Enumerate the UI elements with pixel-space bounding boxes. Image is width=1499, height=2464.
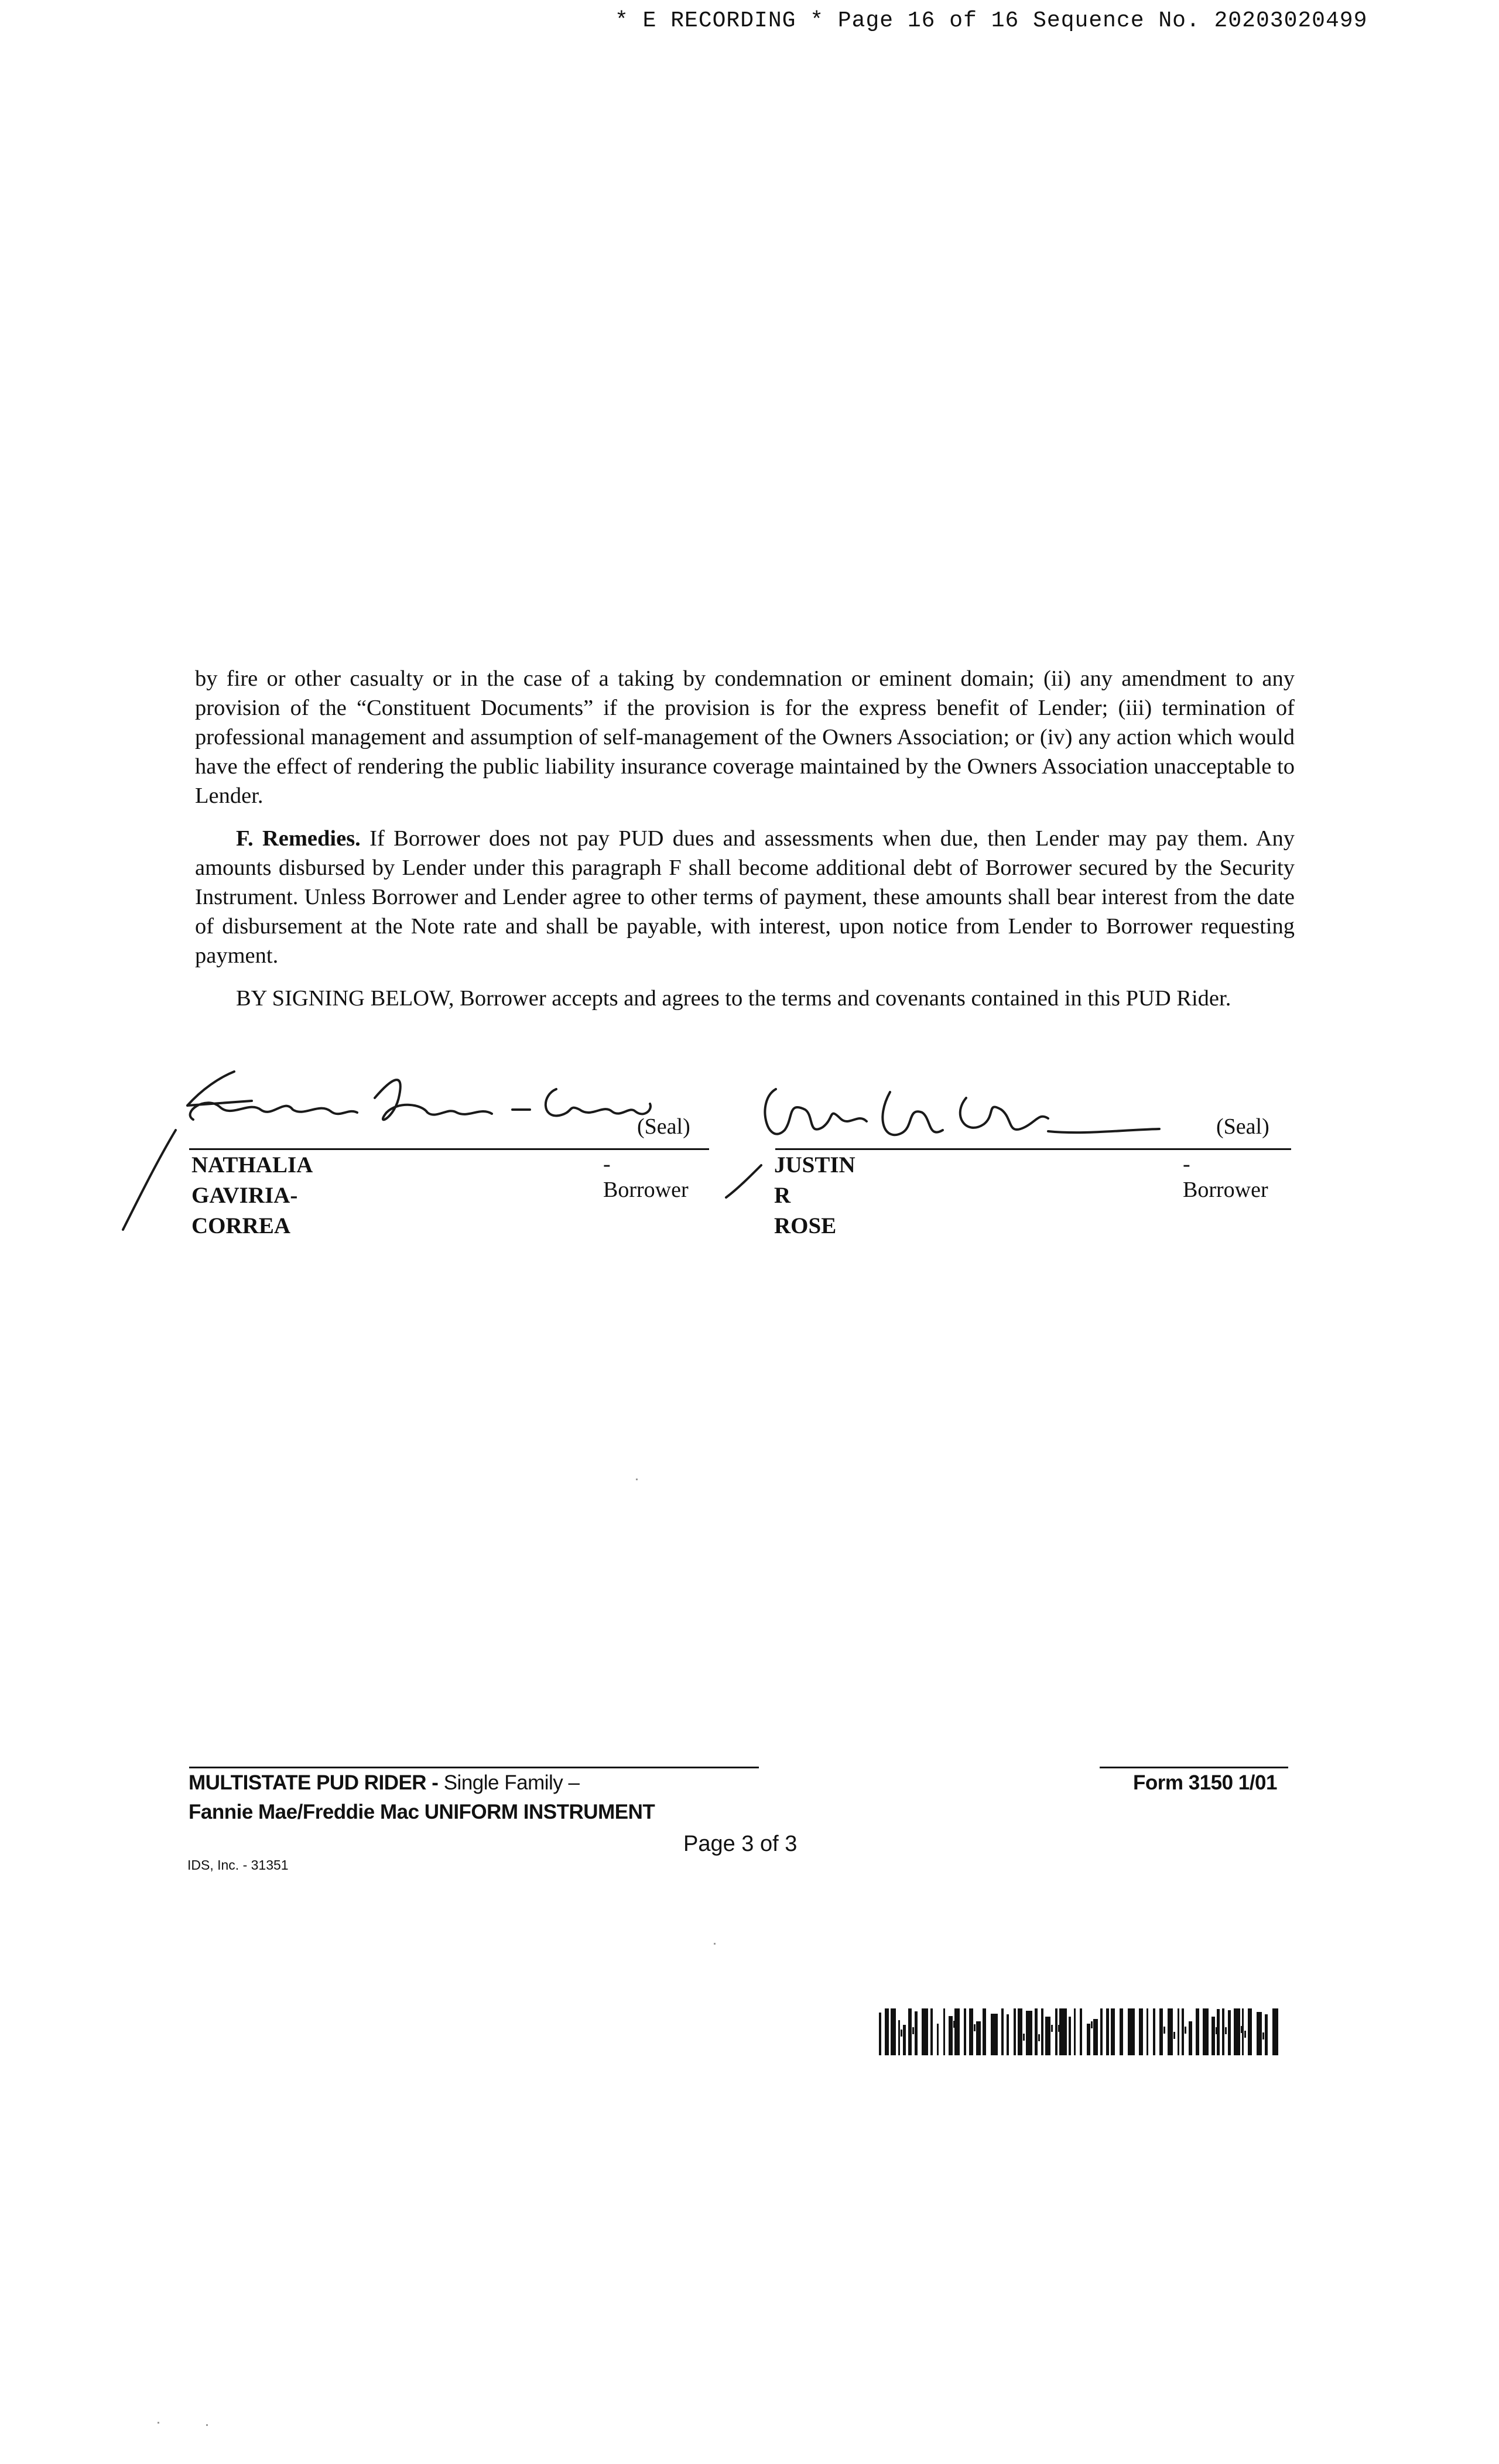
paragraph-remedies <box>195 824 1295 970</box>
barcode-bar <box>898 2020 900 2055</box>
barcode-mark <box>1262 2032 1264 2039</box>
barcode-bar <box>1272 2008 1278 2055</box>
barcode-bar <box>1093 2019 1098 2055</box>
barcode-bar <box>969 2008 973 2055</box>
form-id: Form 3150 1/01 <box>1133 1771 1277 1794</box>
barcode-bar <box>922 2008 928 2055</box>
barcode-bar <box>954 2008 960 2055</box>
footer-rule-right <box>1100 1767 1288 1768</box>
barcode-mark <box>1225 2027 1227 2034</box>
barcode-bar <box>1234 2008 1240 2055</box>
scan-speck <box>206 2424 208 2426</box>
barcode-mark <box>1038 2034 1040 2041</box>
rider-body <box>195 664 1295 1026</box>
barcode-bar <box>915 2011 918 2055</box>
scan-speck <box>636 1479 638 1480</box>
barcode-bar <box>1035 2008 1038 2055</box>
signing-statement: BY SIGNING BELOW, Borrower accepts and agrees to the terms and covenants contained in this PUD Rider. <box>236 986 1231 1011</box>
borrower-name-1-line2: CORREA <box>191 1213 291 1238</box>
barcode-bar <box>1139 2008 1143 2055</box>
barcode-bar <box>991 2014 998 2055</box>
barcode-bar <box>1001 2008 1004 2055</box>
barcode-bar <box>1189 2021 1192 2055</box>
form-title-rest: Single Family – <box>443 1771 580 1794</box>
barcode-bar <box>1059 2008 1067 2055</box>
ids-code: IDS, Inc. - 31351 <box>187 1857 289 1873</box>
barcode-mark <box>1091 2021 1093 2028</box>
barcode-bar <box>885 2008 889 2055</box>
barcode-bar <box>1196 2008 1199 2055</box>
barcode-bar <box>1211 2017 1215 2055</box>
barcode-mark <box>1051 2025 1053 2032</box>
barcode-mark <box>974 2024 976 2031</box>
page-number: Page 3 of 3 <box>683 1832 798 1856</box>
barcode-bar <box>1128 2008 1135 2055</box>
scan-speck <box>714 1943 716 1945</box>
barcode-mark <box>901 2030 902 2037</box>
borrower-role-2: -Borrower <box>1183 1152 1268 1202</box>
handwritten-signature-1 <box>100 1054 685 1247</box>
barcode-bar <box>1182 2008 1184 2055</box>
barcode-bar <box>1074 2008 1076 2055</box>
barcode-bar <box>1080 2008 1082 2055</box>
barcode-bar <box>1014 2008 1016 2055</box>
barcode-bar <box>949 2016 953 2055</box>
barcode-bar <box>1041 2008 1043 2055</box>
barcode-bar <box>1055 2008 1057 2055</box>
barcode-bar <box>1222 2008 1224 2055</box>
barcode-bar <box>1147 2008 1148 2055</box>
barcode-bar <box>1178 2008 1179 2055</box>
barcode-bar <box>891 2008 896 2055</box>
barcode-mark <box>912 2027 914 2034</box>
barcode-bar <box>943 2008 945 2055</box>
barcode-bar <box>1018 2008 1022 2055</box>
barcode-bar <box>1111 2008 1115 2055</box>
barcode-mark <box>1173 2032 1175 2039</box>
barcode-bar <box>908 2008 912 2055</box>
barcode-bar <box>1045 2017 1050 2055</box>
form-instrument-line: Fannie Mae/Freddie Mac UNIFORM INSTRUMENT <box>189 1801 655 1823</box>
barcode-bar <box>1159 2008 1163 2055</box>
form-title-bold: MULTISTATE PUD RIDER - <box>189 1771 444 1794</box>
recording-header: * E RECORDING * Page 16 of 16 Sequence No. 20203020499 <box>615 8 1368 33</box>
barcode-bar <box>1007 2014 1009 2055</box>
remedies-text: If Borrower does not pay PUD dues and assessments when due, then Lender may pay them. Any amounts disbursed by Lender under this paragraph F shall become additional debt of Borrower secured by the Security Instrument. Unless Borrower and Lender agree to other terms of payment, these amounts shall bear interest from the date of disbursement at the Note rate and shall be payable, with interest, upon notice from Lender to Borrower requesting payment. <box>195 826 1295 968</box>
barcode-bar <box>1228 2010 1231 2055</box>
barcode-mark <box>1244 2031 1246 2038</box>
barcode-bar <box>1100 2008 1103 2055</box>
barcode <box>879 2008 1283 2055</box>
barcode-bar <box>1242 2008 1244 2055</box>
borrower-role-1: -Borrower <box>603 1152 689 1202</box>
barcode-mark <box>1185 2027 1186 2034</box>
barcode-mark <box>1023 2034 1025 2041</box>
borrower-name-2-line1: JUSTIN R ROSE <box>774 1152 855 1238</box>
barcode-bar <box>930 2008 933 2055</box>
borrower-name-2 <box>774 1150 855 1241</box>
barcode-bar <box>1026 2011 1032 2055</box>
seal-label-1: (Seal) <box>637 1114 690 1139</box>
barcode-bar <box>1265 2014 1268 2055</box>
barcode-bar <box>1217 2009 1220 2055</box>
barcode-bar <box>1248 2008 1252 2055</box>
barcode-bar <box>1106 2008 1109 2055</box>
footer-rule-left <box>189 1767 759 1768</box>
paragraph-continuation: by fire or other casualty or in the case of a taking by condemnation or eminent domain; (ii) any amendment to any provision of the “Constituent Documents” if the provision is for the express benefit of Lender; (iii) termination of professional management and assumption of self-management of the Owners Association; or (iv) any action which would have the effect of rendering the public liability insurance coverage maintained by the Owners Association unacceptable to Lender. <box>195 666 1295 808</box>
barcode-bar <box>879 2013 881 2055</box>
barcode-bar <box>964 2008 966 2055</box>
barcode-bar <box>976 2021 981 2055</box>
barcode-bar <box>1153 2008 1155 2055</box>
seal-label-2: (Seal) <box>1216 1114 1269 1139</box>
form-title <box>189 1771 579 1795</box>
barcode-bar <box>937 2024 939 2055</box>
borrower-name-1 <box>191 1150 312 1241</box>
borrower-name-1-line1: NATHALIA GAVIRIA- <box>191 1152 312 1208</box>
barcode-bar <box>983 2008 986 2055</box>
barcode-bar <box>1120 2008 1123 2055</box>
barcode-mark <box>1163 2027 1165 2034</box>
barcode-bar <box>1257 2012 1262 2055</box>
barcode-bar <box>1087 2024 1090 2055</box>
barcode-bar <box>903 2025 906 2055</box>
barcode-bar <box>1168 2008 1173 2055</box>
barcode-bar <box>1069 2017 1071 2055</box>
barcode-bar <box>1203 2008 1209 2055</box>
scan-speck <box>158 2422 159 2424</box>
remedies-heading: F. Remedies. <box>236 826 361 851</box>
